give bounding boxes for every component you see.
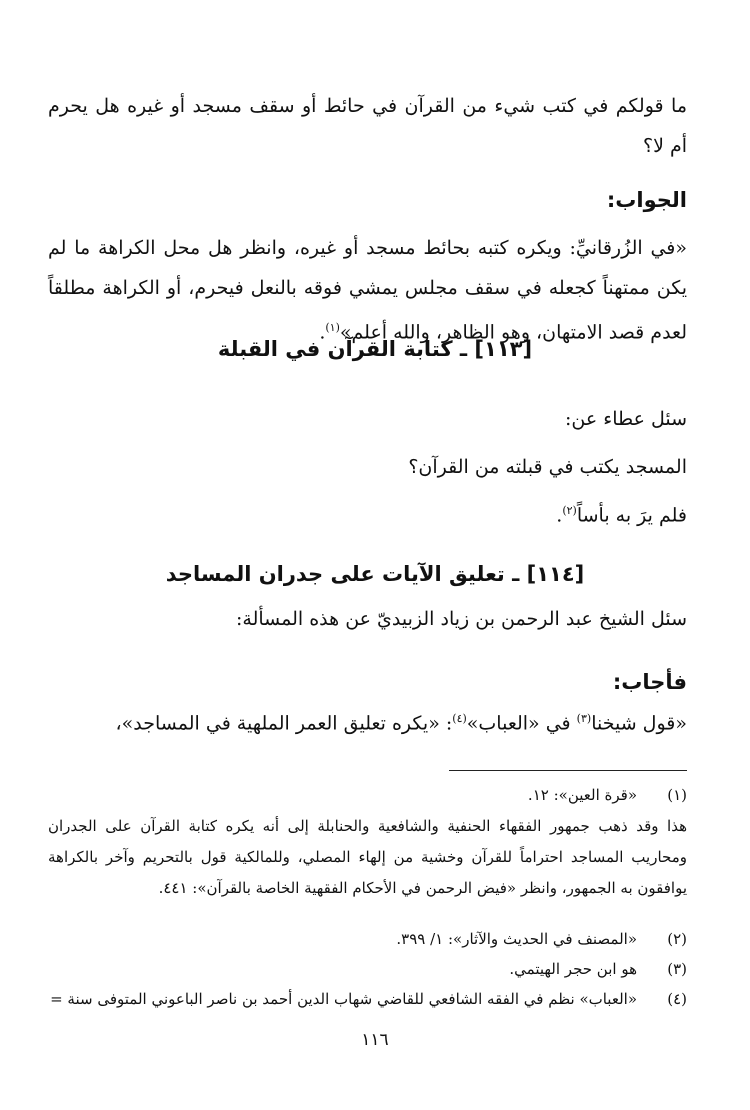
- footnote-2: [48, 924, 687, 955]
- quote-part-c: : «يكره تعليق العمر الملهية في المساجد»،: [115, 712, 453, 735]
- footnote-ref-3: (٣): [576, 712, 592, 725]
- quote-part-b: في «العباب»: [466, 712, 577, 735]
- footnote-1-text: «قرة العين»: ١٢.: [527, 786, 637, 804]
- footnote-3: [48, 954, 687, 985]
- section-113-line-1: سئل عطاء عن:: [565, 408, 687, 430]
- footnote-1-number: (١): [667, 786, 687, 804]
- footnote-4-text: «العباب» نظم في الفقه الشافعي للقاضي شهاب الدين أحمد بن ناصر الباعوني المتوفى سنة =: [50, 990, 637, 1008]
- section-113-line-3-text: فلم يرَ به بأساً: [576, 504, 687, 527]
- section-113-heading: [١١٣] ـ كتابة القرآن في القبلة: [217, 337, 533, 361]
- footnote-ref-1: (١): [325, 321, 340, 334]
- section-114-line-1: سئل الشيخ عبد الرحمن بن زياد الزبيديّ عن هذه المسألة:: [236, 608, 687, 630]
- footnote-ref-4: (٤): [452, 712, 467, 725]
- footnote-divider: [449, 770, 687, 771]
- footnote-4-number: (٤): [667, 990, 687, 1008]
- quote-part-a: «قول شيخنا: [591, 712, 687, 735]
- question-text: ما قولكم في كتب شيء من القرآن في حائط أو سقف مسجد أو غيره هل يحرم أم لا؟: [48, 95, 687, 157]
- footnote-3-text: هو ابن حجر الهيتمي.: [509, 960, 637, 978]
- footnote-1-extra: هذا وقد ذهب جمهور الفقهاء الحنفية والشافعية والحنابلة إلى أنه يكره كتابة القرآن على الجدران ومحاريب المساجد احتراماً للقرآن وخشية من إلهاء المصلي، وللمالكية قول بالتحريم وآخر بالكراهة يوافقون به الجمهور، وانظر «فيض الرحمن في الأحكام الفقهية الخاصة بالقرآن»: ٤٤١.: [48, 817, 687, 897]
- section-114-quote: [116, 712, 687, 734]
- answer-heading: الجواب:: [606, 188, 687, 212]
- footnote-2-number: (٢): [667, 930, 687, 948]
- answer-end: .: [319, 321, 326, 344]
- page-number: ١١٦: [361, 1030, 389, 1050]
- footnote-4: [48, 984, 687, 1015]
- footnote-ref-2: (٢): [562, 504, 577, 517]
- section-113-line-3: [556, 504, 687, 526]
- footnote-2-text: «المصنف في الحديث والآثار»: ١/ ٣٩٩.: [396, 930, 637, 948]
- footnote-3-number: (٣): [667, 960, 687, 978]
- question-paragraph: [48, 86, 687, 166]
- section-114-answer-heading: فأجاب:: [612, 670, 687, 694]
- answer-paragraph: [48, 228, 687, 352]
- section-113-line-2: المسجد يكتب في قبلته من القرآن؟: [408, 456, 687, 478]
- footnote-1: [48, 780, 687, 904]
- answer-text: «في الزُرقانيِّ: ويكره كتبه بحائط مسجد أو غيره، وانظر هل محل الكراهة ما لم يكن ممتهناً كجعله في سقف مجلس يمشي فوقه بالنعل فيحرم، أو الكراهة مطلقاً لعدم قصد الامتهان، وهو الظاهر، والله أعلم»: [48, 237, 687, 344]
- section-113-line-3-end: .: [556, 504, 563, 527]
- section-114-heading: [١١٤] ـ تعليق الآيات على جدران المساجد: [165, 562, 585, 586]
